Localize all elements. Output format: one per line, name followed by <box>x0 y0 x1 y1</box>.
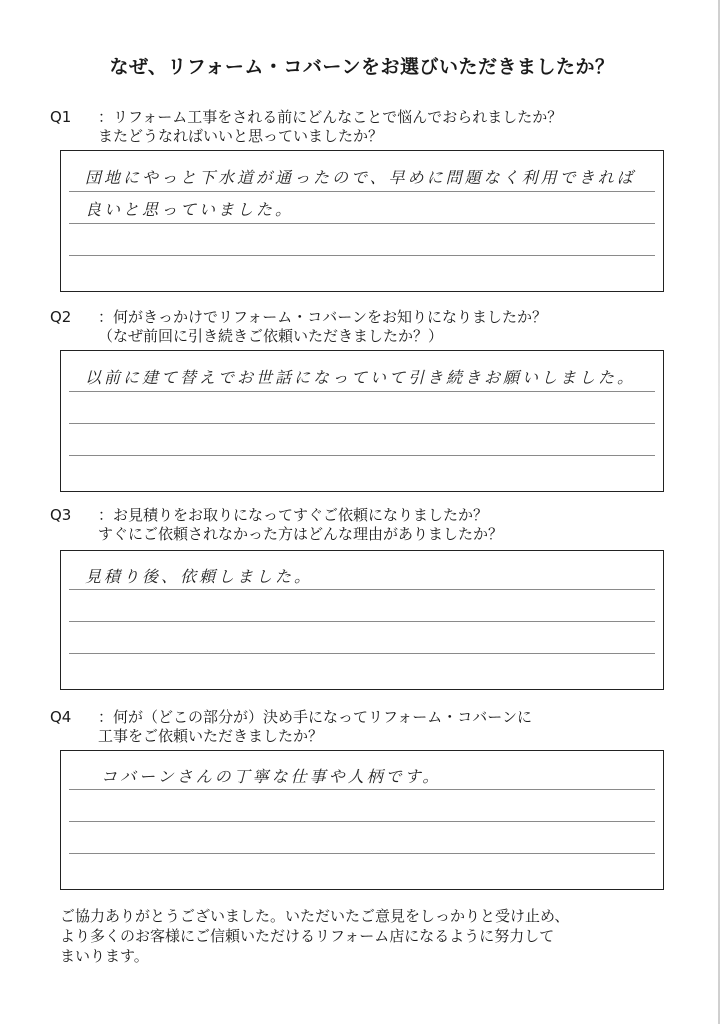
handwritten-answer-line: コバーンさんの丁寧な仕事や人柄です。 <box>101 767 442 786</box>
question-line: 工事をご依頼いただきましたか？ <box>98 727 324 745</box>
ruled-line <box>69 223 655 224</box>
question-line: ：リフォーム工事をされる前にどんなことで悩んでおられましたか？ <box>98 108 563 126</box>
question-number: Q2 <box>50 308 72 326</box>
ruled-line <box>69 589 655 590</box>
question-text <box>98 108 562 146</box>
ruled-line <box>69 621 655 622</box>
page-edge-shadow <box>718 0 720 1024</box>
question-line: （なぜ前回に引き続きご依頼いただきましたか？） <box>98 327 444 345</box>
ruled-line <box>69 391 655 392</box>
answer-box <box>60 750 664 890</box>
ruled-line <box>69 653 655 654</box>
question-line: すぐにご依頼されなかった方はどんな理由がありましたか？ <box>98 525 504 543</box>
question-line: ：お見積りをお取りになってすぐご依頼になりましたか？ <box>98 506 489 524</box>
ruled-line <box>69 423 655 424</box>
question-text <box>98 708 532 746</box>
handwritten-answer-line: 以前に建て替えでお世話になっていて引き続きお願いしました。 <box>85 368 637 387</box>
ruled-line <box>69 821 655 822</box>
handwritten-answer-line: 団地にやっと下水道が通ったので、早めに問題なく利用できれば <box>85 168 636 187</box>
question-number: Q4 <box>50 708 72 726</box>
question-number: Q3 <box>50 506 72 524</box>
question-line: ：何が（どこの部分が）決め手になってリフォーム・コバーンに <box>98 708 532 726</box>
question-line: ：何がきっかけでリフォーム・コバーンをお知りになりましたか？ <box>98 308 547 326</box>
page-title: なぜ、リフォーム・コバーンをお選びいただきましたか？ <box>109 56 615 78</box>
handwritten-answer-line: 良いと思っていました。 <box>85 200 295 219</box>
ruled-line <box>69 255 655 256</box>
handwritten-answer-line: 見積り後、依頼しました。 <box>85 567 314 586</box>
ruled-line <box>69 191 655 192</box>
answer-box <box>60 150 664 292</box>
closing-message <box>60 906 569 966</box>
question-number: Q1 <box>50 108 72 126</box>
question-line: またどうなればいいと思っていましたか？ <box>98 127 384 145</box>
closing-line: まいります。 <box>60 947 149 965</box>
question-text <box>98 506 503 544</box>
closing-line: ご協力ありがとうございました。いただいたご意見をしっかりと受け止め、 <box>60 907 570 925</box>
ruled-line <box>69 853 655 854</box>
answer-box <box>60 350 664 492</box>
ruled-line <box>69 789 655 790</box>
closing-line: より多くのお客様にご信頼いただけるリフォーム店になるように努力して <box>60 927 555 945</box>
question-text <box>98 308 547 346</box>
ruled-line <box>69 455 655 456</box>
answer-box <box>60 550 664 690</box>
